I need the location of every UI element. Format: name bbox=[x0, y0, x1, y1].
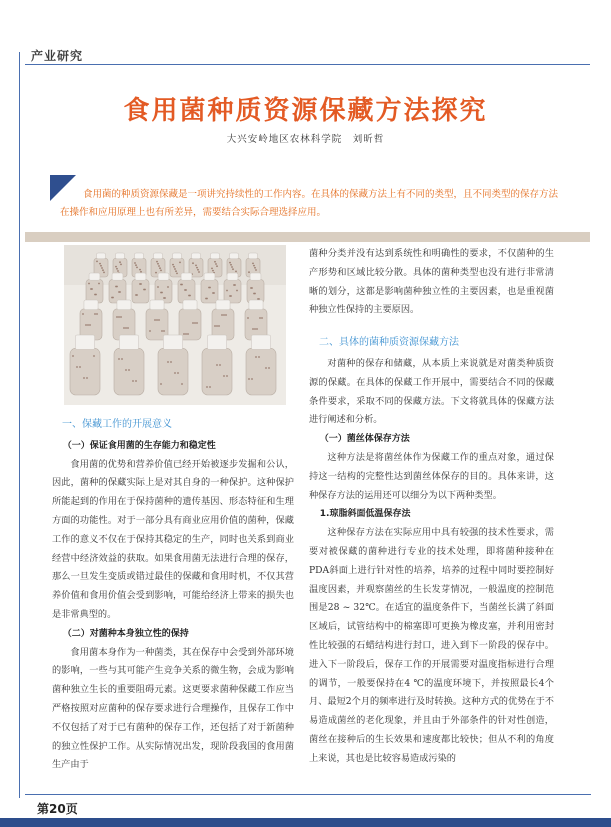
section2-heading: 二、具体的菌种质资源保藏方法 bbox=[319, 337, 459, 349]
right-column bbox=[309, 245, 554, 769]
continued-paragraph: 菌种分类并没有达到系统性和明确性的要求，不仅菌种的生产形势和区域比较分散。具体的菌种类型也没有进行非常清晰的划分，这都是影响菌种独立性的主要因素，也是重视菌种独立性保持的主要原因。 bbox=[309, 248, 554, 316]
article-title: 食用菌种质资源保藏方法探究 bbox=[123, 96, 488, 126]
section2-intro-paragraph: 对菌种的保存和储藏，从本质上来说就是对菌类种质资源的保藏。在具体的保藏工作开展中，需要结合不同的保藏条件要求，采取不同的保藏方法。下文将就具体的保藏方法进行阐述和分析。 bbox=[309, 357, 554, 426]
bottom-color-bar bbox=[0, 818, 611, 827]
sub2-heading: （二）对菌种本身独立性的保持 bbox=[62, 628, 189, 639]
section-tag: 产业研究 bbox=[31, 49, 84, 63]
header-divider bbox=[25, 64, 590, 65]
sub-heading-mycelium: （一）菌丝体保存方法 bbox=[319, 434, 410, 445]
abstract-bottom-bar bbox=[25, 232, 590, 242]
sub-heading-agar-slant: 1.琼脂斜面低温保存法 bbox=[319, 509, 411, 520]
abstract-text: 食用菌的种质资源保藏是一项讲究持续性的工作内容。在具体的保藏方法上有不同的类型，且不同类型的保存方法在操作和应用原理上也有所差异，需要结合实际合理选择应用。 bbox=[60, 189, 559, 218]
section1-heading: 一、保藏工作的开展意义 bbox=[62, 419, 172, 430]
sub1-paragraph: 食用菌的优势和营养价值已经开始被逐步发掘和公认，因此，菌种的保藏实际上是对其自身的一种保护。这种保护所能起到的作用在于保持菌种的遗传基因、形态特征和生理方面的功能性。对于一部分具有商业应用价值的菌种，保藏工作的意义不仅在于保持其稳定的生产，同时也关系到商业经营中经济效益的获取。如果食用菌无法进行合理的保存，那么一旦发生变质或错过最佳的保藏和食用时机，不仅其营养价值和食用价值会受到影响，可能给经济上带来的损失也是非常典型的。 bbox=[52, 458, 294, 620]
footer-divider bbox=[25, 794, 591, 795]
left-margin-rule bbox=[19, 52, 20, 798]
author-line: 大兴安岭地区农林科学院 刘昕哲 bbox=[226, 134, 385, 145]
left-column bbox=[52, 408, 294, 775]
mycelium-paragraph: 这种方法是将菌丝体作为保藏工作的重点对象，通过保持这一结构的完整性达到菌丝体保存的目的。具体来讲，这种保存方法的运用还可以细分为以下两种类型。 bbox=[309, 451, 554, 501]
agar-slant-paragraph: 这种保存方法在实际应用中具有较强的技术性要求，需要对被保藏的菌种进行专业的技术处理，即将菌种接种在PDA斜面上进行针对性的培养，培养的过程中同时要控制好温度因素，并观察菌丝的生长发芽情况，一般温度的控制范围是28 ~ 32℃。在适宜的温度条件下，当菌丝长满了斜面区域后，试管结构中的棉塞即可更换为橡皮塞，并利用密封性比较强的石蜡结构进行封口，进入到下一阶段的保存中。进入下一阶段后，保存工作的开展需要对温度指标进行合理的调节，一般要保持在4 ℃的温度环境下，并按照最长4个月、最短2个月的频率进行及时转换。这种方式的优势在于不易造成菌丝的老化现象，并且由于外部条件的针对性创造，菌丝在接种后的生长效果和速度都比较快；但从不利的角度上来说，其也是比较容易造成污染的 bbox=[309, 527, 554, 764]
sub2-paragraph: 食用菌本身作为一种菌类，其在保存中会受到外部环境的影响，一些与其可能产生竞争关系的微生物，会成为影响菌种独立生长的重要阻碍元素。这更要求菌种保藏工作应当严格按照对应菌种的保存要求进行合理操作，且保存工作中不仅包括了对于已有菌种的保存工作，还包括了对于新菌种的独立性保护工作。从实际情况出发，现阶段我国的食用菌生产由于 bbox=[52, 646, 294, 771]
mushroom-bottles-photo bbox=[64, 245, 286, 405]
sub1-heading: （一）保证食用菌的生存能力和稳定性 bbox=[62, 440, 216, 451]
page-number: 第20页 bbox=[37, 802, 78, 816]
